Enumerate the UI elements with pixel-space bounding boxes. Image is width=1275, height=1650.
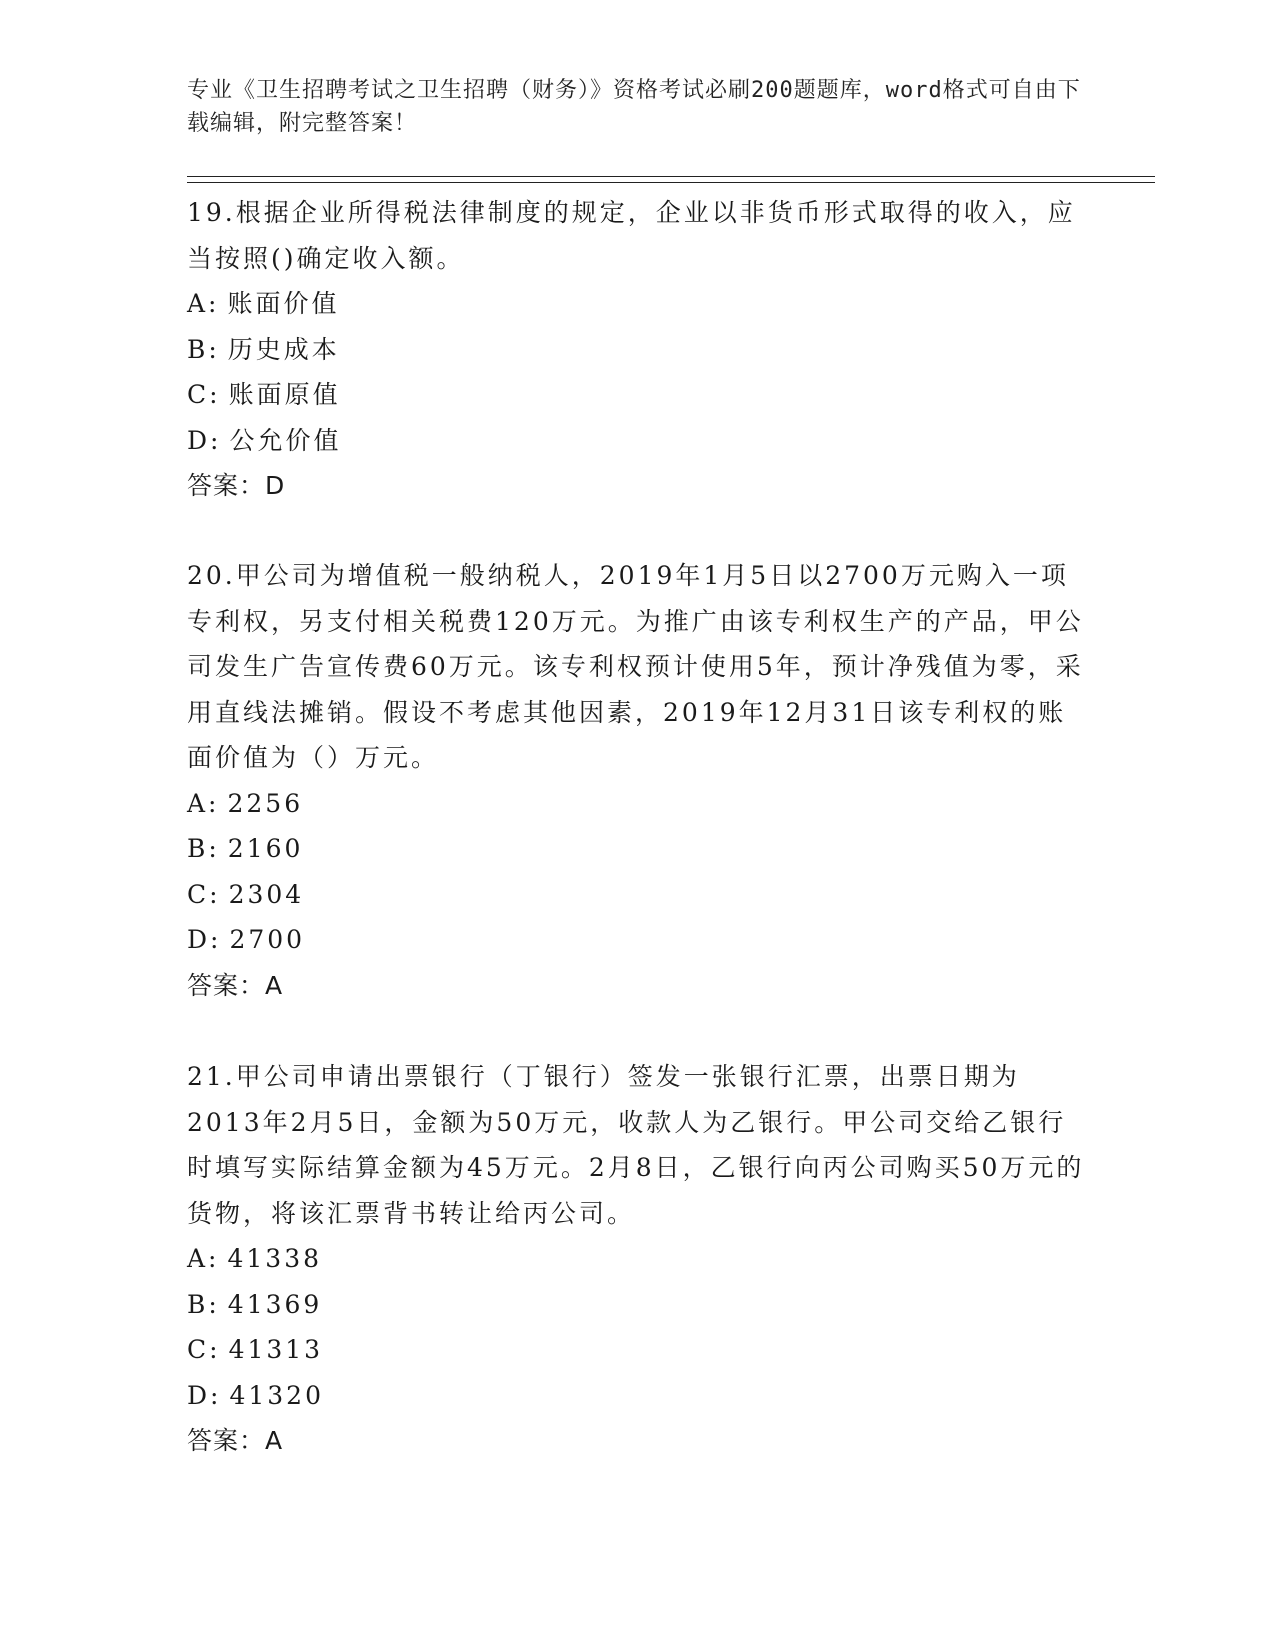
option-c: [187, 372, 1087, 418]
option-value: 2304: [228, 879, 305, 909]
option-value: 公允价值: [229, 425, 342, 455]
option-letter: D:: [187, 1380, 222, 1410]
question-text: 20.甲公司为增值税一般纳税人，2019年1月5日以2700万元购入一项专利权，另支付相关税费120万元。为推广由该专利权生产的产品，甲公司发生广告宣传费60万元。该专利权预计使用5年，预计净残值为零，采用直线法摊销。假设不考虑其他因素，2019年12月31日该专利权的账面价值为（）万元。: [187, 561, 1084, 772]
option-d: [187, 917, 1087, 963]
option-letter: C:: [187, 380, 221, 409]
answer-line: 答案：D: [187, 471, 286, 500]
header-divider-bottom: [187, 182, 1155, 183]
question-20: [187, 553, 1087, 1008]
option-a: [187, 781, 1087, 827]
option-letter: A:: [187, 788, 220, 818]
option-c: [187, 1327, 1087, 1373]
option-letter: B:: [187, 834, 220, 863]
option-value: 41313: [228, 1335, 324, 1364]
option-value: 历史成本: [227, 334, 340, 364]
option-letter: D:: [187, 925, 222, 954]
option-d: [187, 1373, 1087, 1419]
option-value: 账面价值: [227, 289, 340, 318]
option-letter: D:: [187, 425, 222, 455]
option-value: 账面原值: [228, 380, 341, 409]
option-d: [187, 418, 1087, 464]
option-value: 41320: [229, 1380, 324, 1410]
answer-line: 答案：A: [187, 970, 284, 1000]
option-b: [187, 826, 1087, 872]
option-a: [187, 281, 1087, 327]
answer-line: 答案：A: [187, 1426, 284, 1455]
question-text: 21.甲公司申请出票银行（丁银行）签发一张银行汇票，出票日期为2013年2月5日，金额为50万元，收款人为乙银行。甲公司交给乙银行时填写实际结算金额为45万元。2月8日，乙银行向丙公司购买50万元的货物，将该汇票背书转让给丙公司。: [187, 1062, 1085, 1228]
option-c: [187, 872, 1087, 918]
question-19: [187, 190, 1087, 509]
question-21: [187, 1054, 1087, 1464]
option-letter: C:: [187, 1335, 221, 1364]
option-letter: B:: [187, 334, 220, 364]
option-letter: B:: [187, 1289, 220, 1319]
option-letter: A:: [187, 1244, 220, 1273]
option-value: 2256: [227, 788, 304, 818]
question-text: 19.根据企业所得税法律制度的规定，企业以非货币形式取得的收入，应当按照()确定收入额。: [187, 198, 1076, 273]
header-divider-top: [187, 176, 1155, 177]
option-a: [187, 1236, 1087, 1282]
option-letter: C:: [187, 879, 221, 909]
option-b: [187, 327, 1087, 373]
option-value: 41369: [227, 1289, 323, 1319]
option-b: [187, 1282, 1087, 1328]
option-value: 2160: [227, 834, 304, 863]
option-value: 41338: [227, 1244, 323, 1273]
option-value: 2700: [229, 925, 306, 954]
document-header: 专业《卫生招聘考试之卫生招聘（财务）》资格考试必刷200题题库，word格式可自由下载编辑，附完整答案！: [187, 78, 1081, 136]
option-letter: A:: [187, 289, 220, 318]
